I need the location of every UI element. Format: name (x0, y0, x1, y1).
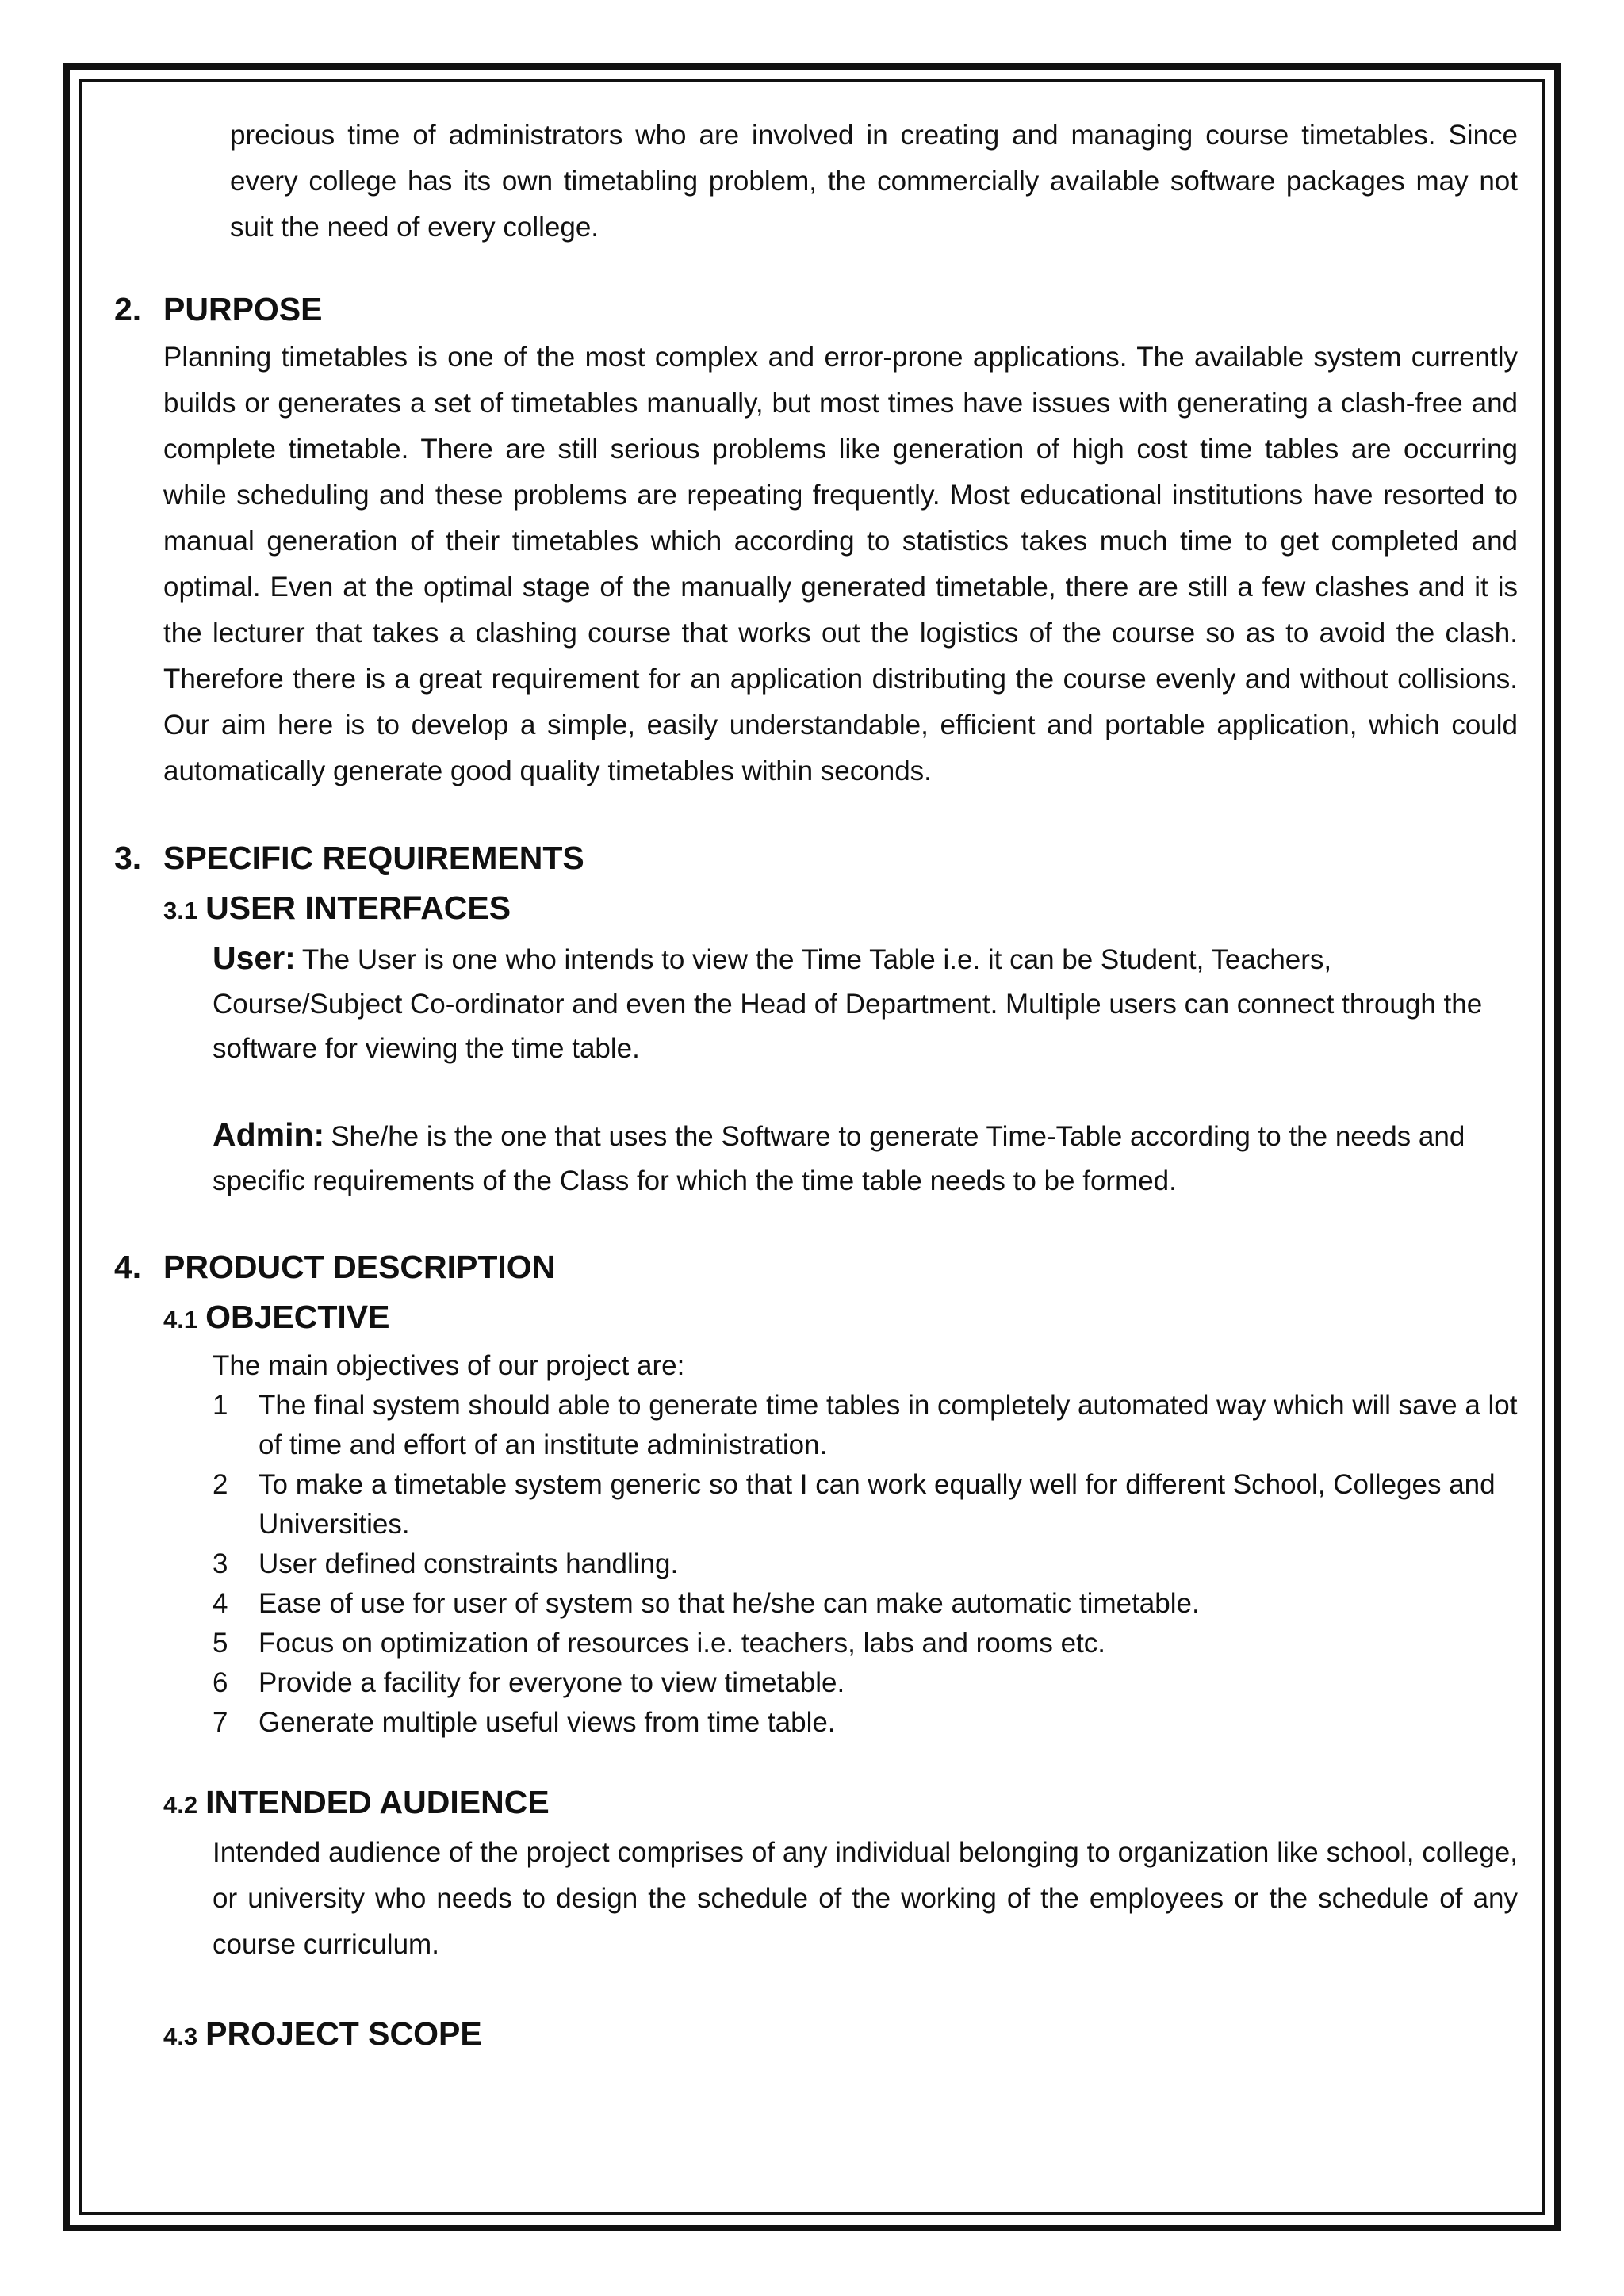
list-item (213, 1544, 1518, 1584)
list-item (213, 1663, 1518, 1703)
list-item-text: The final system should able to generate time tables in completely automated way which will save a lot of time and effort of an institute administration. (259, 1390, 1518, 1460)
intended-audience-body: Intended audience of the project comprises of any individual belonging to organization like school, college, or university who needs to design the schedule of the working of the employees or the schedule of any course curriculum. (213, 1837, 1518, 1960)
subsection-heading-intended-audience (114, 1777, 1518, 1830)
role-admin-text: She/he is the one that uses the Software to generate Time-Table according to the needs and specific requirements of the Class for which the time table needs to be formed. (213, 1121, 1465, 1196)
objective-body (114, 1346, 1518, 1743)
intro-continuation: precious time of administrators who are involved in creating and managing course timetables. Since every college has its own timetabling problem, the commercially available software packages may not suit the need of every college. (230, 120, 1518, 243)
role-user (213, 936, 1518, 1071)
list-item (213, 1703, 1518, 1743)
section-number: 2. (114, 291, 142, 327)
subsection-number: 4.1 (163, 1306, 198, 1334)
section-heading-purpose (114, 284, 1518, 335)
subsection-number: 4.2 (163, 1791, 198, 1819)
role-user-label: User: (213, 939, 296, 976)
role-admin (213, 1112, 1518, 1203)
list-item (213, 1465, 1518, 1544)
list-item (213, 1386, 1518, 1465)
objective-list (213, 1386, 1518, 1743)
purpose-body: Planning timetables is one of the most complex and error-prone applications. The available system currently builds or generates a set of timetables manually, but most times have issues with generating a clash-free and complete timetable. There are still serious problems like generation of high cost time tables are occurring while scheduling and these problems are repeating frequently. Most educational institutions have resorted to manual generation of their timetables which according to statistics takes much time to get completed and optimal. Even at the optimal stage of the manually generated timetable, there are still a few clashes and it is the lecturer that takes a clashing course that works out the logistics of the course so as to avoid the clash. Therefore there is a great requirement for an application distributing the course evenly and without collisions. Our aim here is to develop a simple, easily understandable, efficient and portable application, which could automatically generate good quality timetables within seconds. (163, 342, 1518, 786)
list-item-number: 7 (213, 1707, 228, 1738)
list-item-text: Ease of use for user of system so that he/she can make automatic timetable. (259, 1588, 1200, 1619)
section-title: SPECIFIC REQUIREMENTS (163, 840, 584, 876)
subsection-heading-user-interfaces (114, 883, 1518, 936)
subsection-number: 3.1 (163, 897, 198, 924)
user-interfaces-body (114, 936, 1518, 1203)
section-specific-requirements (114, 832, 1518, 1203)
subsection-title: USER INTERFACES (205, 890, 511, 926)
list-item-number: 6 (213, 1667, 228, 1698)
subsection-heading-project-scope (114, 2009, 1518, 2061)
subsection-title: OBJECTIVE (205, 1299, 390, 1335)
list-item-number: 5 (213, 1628, 228, 1659)
list-item-text: Provide a facility for everyone to view timetable. (259, 1667, 845, 1698)
subsection-heading-objective (114, 1292, 1518, 1345)
section-number: 3. (114, 840, 142, 876)
list-item-number: 2 (213, 1469, 228, 1500)
section-purpose (114, 284, 1518, 794)
section-title: PURPOSE (163, 291, 323, 327)
subsection-number: 4.3 (163, 2022, 198, 2050)
intended-audience-body-wrap (114, 1830, 1518, 1968)
list-item (213, 1624, 1518, 1663)
list-item-number: 1 (213, 1390, 228, 1421)
section-number: 4. (114, 1249, 142, 1285)
role-user-text: The User is one who intends to view the Time Table i.e. it can be Student, Teachers, Course/Subject Co-ordinator and even the Head of Department. Multiple users can connect through the software for viewing the time table. (213, 944, 1483, 1064)
list-item-text: Generate multiple useful views from time table. (259, 1707, 836, 1738)
page-border-inner (79, 79, 1545, 2215)
list-item-number: 3 (213, 1548, 228, 1579)
subsection-title: INTENDED AUDIENCE (205, 1784, 550, 1820)
list-item-text: Focus on optimization of resources i.e. teachers, labs and rooms etc. (259, 1628, 1106, 1659)
objective-intro: The main objectives of our project are: (213, 1350, 685, 1381)
list-item (213, 1584, 1518, 1624)
page-border-outer (63, 63, 1561, 2231)
section-product-description (114, 1242, 1518, 2061)
subsection-title: PROJECT SCOPE (205, 2015, 482, 2052)
role-admin-label: Admin: (213, 1116, 325, 1153)
section-heading-product-description (114, 1242, 1518, 1292)
document-content (114, 113, 1518, 2188)
section-title: PRODUCT DESCRIPTION (163, 1249, 556, 1285)
list-item-text: User defined constraints handling. (259, 1548, 679, 1579)
section-heading-specific-requirements (114, 832, 1518, 883)
list-item-number: 4 (213, 1588, 228, 1619)
list-item-text: To make a timetable system generic so that I can work equally well for different School, Colleges and Universities. (259, 1469, 1496, 1540)
